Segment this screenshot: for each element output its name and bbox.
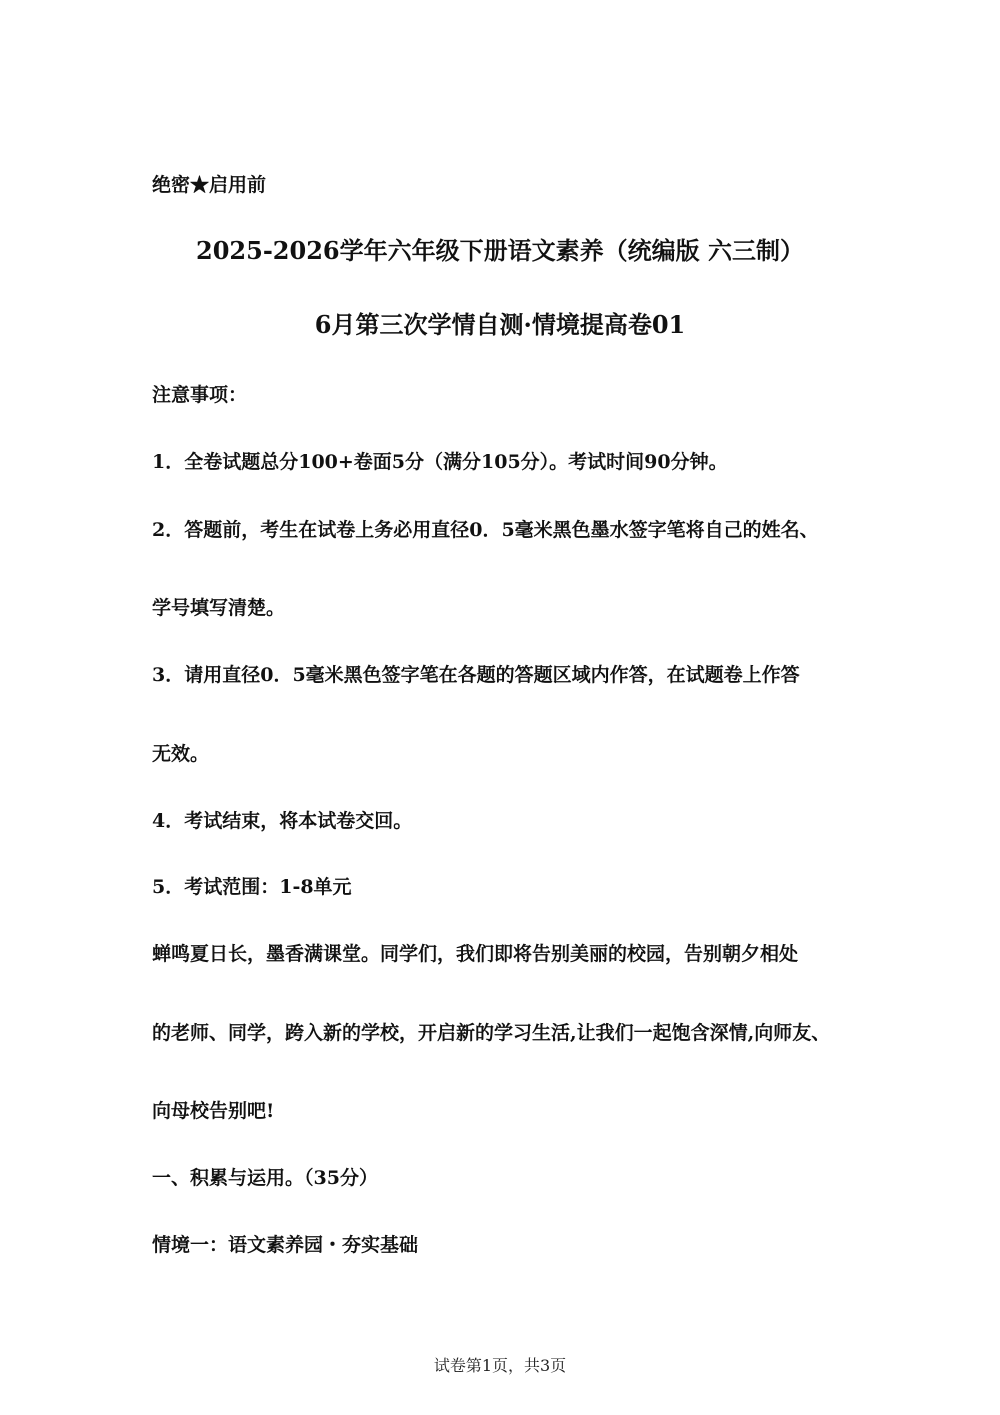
page-footer: 试卷第1页，共3页: [433, 1356, 567, 1375]
secrecy-label: 绝密★启用前: [152, 174, 267, 196]
intro-line-1: 蝉鸣夏日长，墨香满课堂。同学们，我们即将告别美丽的校园，告别朝夕相处: [152, 943, 799, 965]
notice-item-3-cont: 无效。: [152, 743, 210, 765]
notice-heading: 注意事项：: [152, 384, 248, 406]
notice-item-2: 2．答题前，考生在试卷上务必用直径0．5毫米黑色墨水签字笔将自己的姓名、: [152, 519, 819, 541]
intro-line-3: 向母校告别吧!: [152, 1100, 275, 1122]
scene-title: 情境一：语文素养园・夯实基础: [152, 1234, 419, 1256]
notice-item-3: 3．请用直径0．5毫米黑色签字笔在各题的答题区域内作答，在试题卷上作答: [152, 664, 800, 686]
exam-title-line2: 6月第三次学情自测·情境提高卷01: [314, 310, 686, 339]
intro-line-2: 的老师、同学，跨入新的学校，开启新的学习生活,让我们一起饱含深情,向师友、: [152, 1022, 831, 1044]
notice-item-1: 1．全卷试题总分100+卷面5分（满分105分）。考试时间90分钟。: [152, 451, 728, 473]
notice-item-4: 4．考试结束，将本试卷交回。: [152, 810, 413, 832]
notice-item-5: 5．考试范围：1-8单元: [152, 876, 352, 898]
exam-title-line1: 2025-2026学年六年级下册语文素养（统编版 六三制）: [196, 236, 804, 265]
notice-item-2-cont: 学号填写清楚。: [152, 597, 286, 619]
section-title: 一、积累与运用。（35分）: [152, 1167, 378, 1189]
